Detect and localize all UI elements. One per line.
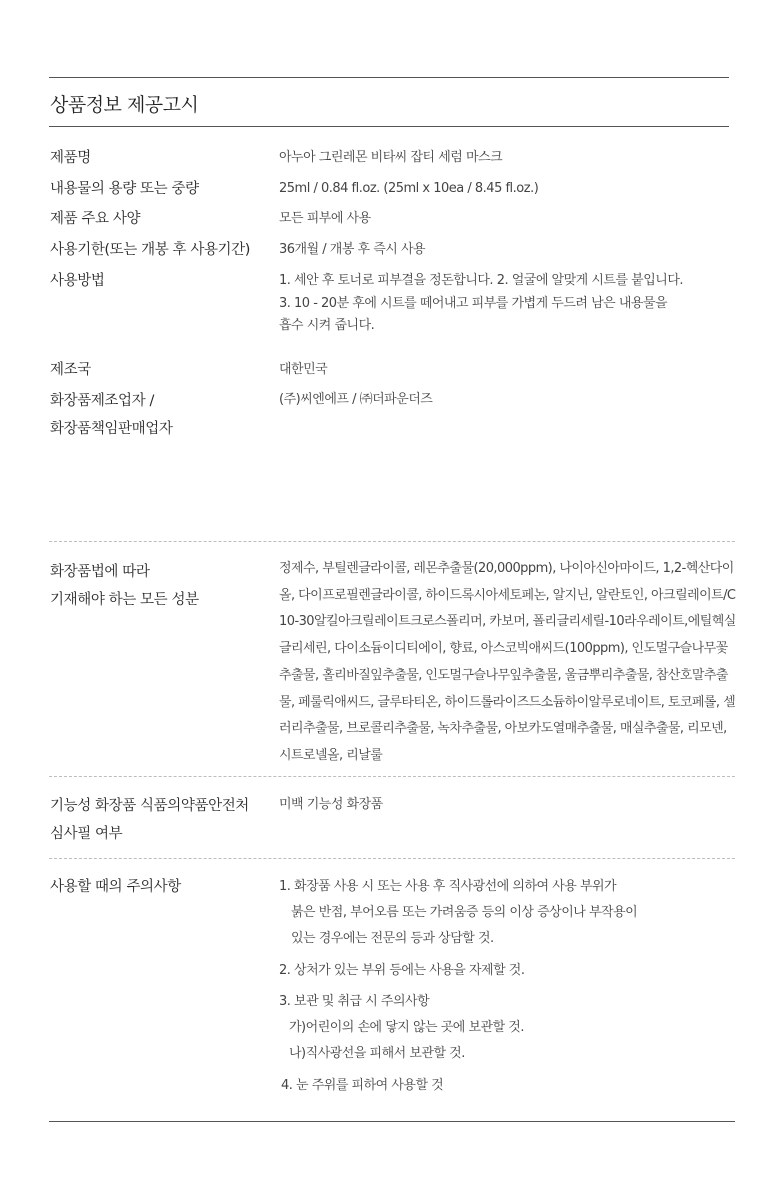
functional-label — [50, 792, 249, 848]
spec-value: 모든 피부에 사용 — [279, 211, 371, 226]
section-divider — [49, 858, 735, 859]
page-title: 상품정보 제공고시 — [50, 94, 199, 116]
caution-line: 3. 보관 및 취급 시 주의사항 — [279, 994, 430, 1009]
origin-value: 대한민국 — [279, 362, 328, 377]
manufacturer-value: (주)씨엔에프 / ㈜더파운더즈 — [279, 392, 433, 407]
caution-line: 가)어린이의 손에 닿지 않는 곳에 보관할 것. — [289, 1020, 524, 1035]
product-name-label: 제품명 — [50, 150, 91, 166]
product-name-value: 아누아 그린레몬 비타씨 잡티 세럼 마스크 — [279, 150, 503, 165]
manufacturer-label — [50, 387, 172, 443]
caution-item-1 — [279, 874, 637, 952]
manufacturer-label-line: 화장품책임판매업자 — [50, 421, 173, 437]
caution-item-2 — [279, 958, 524, 984]
caution-line: 2. 상처가 있는 부위 등에는 사용을 자제할 것. — [279, 963, 525, 978]
ingredients-label-line: 화장품법에 따라 — [50, 564, 150, 580]
usage-line: 1. 세안 후 토너로 피부결을 정돈합니다. 2. 얼굴에 알맞게 시트를 붙입니다. — [279, 273, 684, 288]
functional-label-line: 기능성 화장품 식품의약품안전처 — [50, 798, 249, 814]
caution-line: 나)직사광선을 피해서 보관할 것. — [289, 1046, 465, 1061]
expiry-label: 사용기한(또는 개봉 후 사용기간) — [50, 242, 251, 258]
title-rule — [49, 126, 729, 127]
caution-item-4 — [281, 1073, 443, 1099]
origin-label: 제조국 — [50, 362, 91, 378]
spec-label: 제품 주요 사양 — [50, 211, 141, 227]
caution-line: 붉은 반점, 부어오름 또는 가려움증 등의 이상 증상이나 부작용이 — [291, 905, 638, 920]
bottom-rule — [49, 1121, 735, 1122]
top-rule — [49, 77, 729, 78]
usage-line: 3. 10 - 20분 후에 시트를 떼어내고 피부를 가볍게 두드려 남은 내용물을 — [279, 295, 668, 311]
functional-value: 미백 기능성 화장품 — [279, 797, 383, 812]
caution-line: 1. 화장품 사용 시 또는 사용 후 직사광선에 의하여 사용 부위가 — [279, 879, 617, 894]
usage-label: 사용방법 — [50, 273, 105, 289]
caution-item-3 — [279, 989, 524, 1067]
section-divider — [49, 776, 735, 777]
manufacturer-label-line: 화장품제조업자 / — [50, 393, 154, 409]
functional-label-line: 심사필 여부 — [50, 826, 123, 842]
section-divider — [49, 541, 735, 542]
usage-value — [279, 268, 683, 338]
volume-label: 내용물의 용량 또는 중량 — [50, 181, 199, 197]
ingredients-label — [50, 558, 199, 614]
ingredients-value: 정제수, 부틸렌글라이콜, 레몬추출물(20,000ppm), 나이아신아마이드, 1,2-헥산다이올, 다이프로필렌글라이콜, 하이드록시아세토페논, 알지닌, 알란토인, 아크릴레이트/C10-30알킬아크릴레이트크로스폴리머, 카보머, 폴리글리세릴-10라우레이트,에틸헥실글리세린, 다이소듐이디티에이, 향료, 아스코빅애씨드(100ppm), 인도멀구슬나무꽃추출물, 홀리바질잎추출물, 인도멀구슬나무잎추출물, 울금뿌리추출물, 참산호말추출물, 페룰릭애씨드, 글루타티온, 하이드롤라이즈드소듐하이알루로네이트, 토코페롤, 셀러리추출물, 브로콜리추출물, 녹차추출물, 아보카도열매추출물, 매실추출물, 리모넨, 시트로넬올, 리날룰 — [279, 561, 736, 763]
expiry-value: 36개월 / 개봉 후 즉시 사용 — [279, 242, 426, 257]
caution-label: 사용할 때의 주의사항 — [50, 879, 181, 895]
caution-line: 있는 경우에는 전문의 등과 상담할 것. — [291, 931, 494, 946]
usage-line: 흡수 시켜 줍니다. — [279, 318, 375, 333]
volume-value: 25ml / 0.84 fl.oz. (25ml x 10ea / 8.45 fl.oz.) — [279, 181, 539, 196]
ingredients-label-line: 기재해야 하는 모든 성분 — [50, 592, 199, 608]
caution-line: 4. 눈 주위를 피하여 사용할 것 — [281, 1078, 444, 1093]
